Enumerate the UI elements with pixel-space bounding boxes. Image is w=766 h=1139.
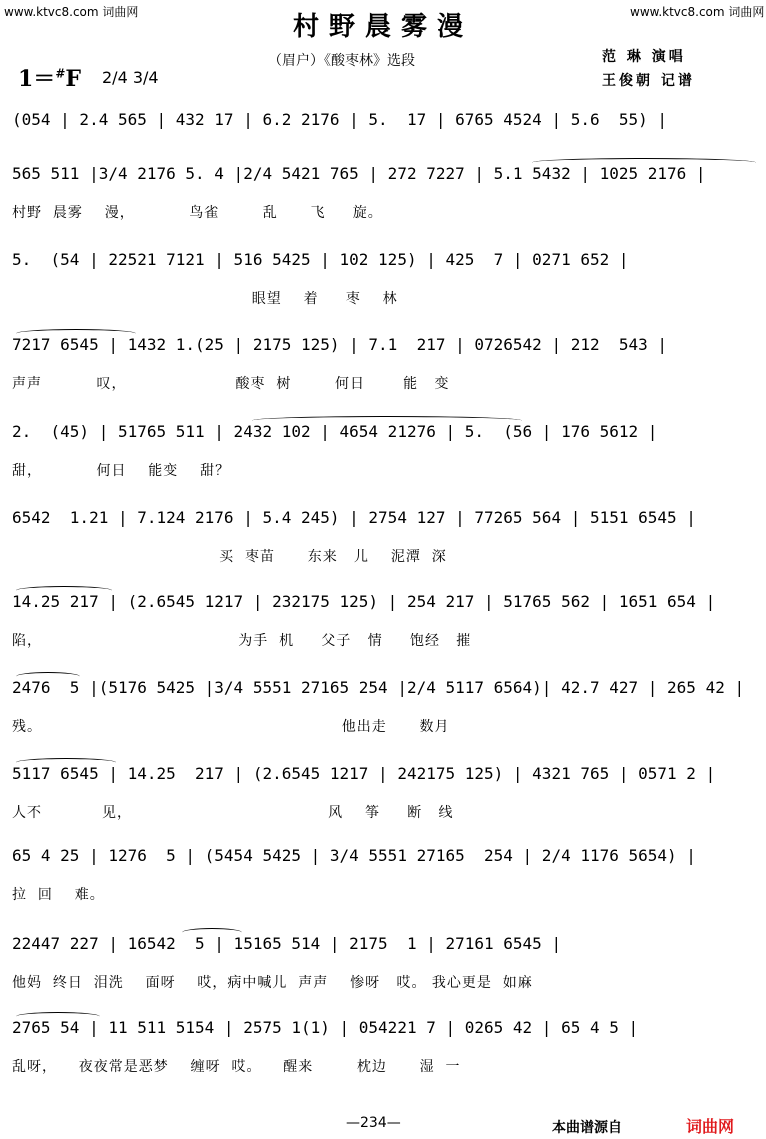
staff-lyrics: 残。 他出走 数月 <box>12 719 450 735</box>
staff-lyrics: 陷， 为手 机 父子 情 饱经 摧 <box>12 633 472 649</box>
staff-lyrics: 他妈 终日 泪洗 面呀 哎，病中喊儿 声声 惨呀 哎。 我心更是 如麻 <box>12 975 533 991</box>
staff-notes: (054 | 2.4 565 | 432 17 | 6.2 2176 | 5. 17 | 6765 4524 | 5.6 55) | <box>12 110 668 129</box>
subtitle: （眉户）《酸枣林》选段 <box>268 53 415 69</box>
staff-notes: 2. (45) | 51765 511 | 2432 102 | 4654 21276 | 5. (56 | 176 5612 | <box>12 422 658 441</box>
staff-notes: 22447 227 | 16542 5 | 15165 514 | 2175 1 | 27161 6545 | <box>12 934 562 953</box>
staff-notes: 65 4 25 | 1276 5 | (5454 5425 | 3/4 5551 27165 254 | 2/4 1176 5654) | <box>12 846 696 865</box>
key-accidental: # <box>55 66 66 81</box>
staff-notes: 14.25 217 | (2.6545 1217 | 232175 125) | 254 217 | 51765 562 | 1651 654 | <box>12 592 716 611</box>
page-title: 村野晨雾漫 <box>292 12 473 42</box>
staff-notes: 7217 6545 | 1432 1.(25 | 2175 125) | 7.1 217 | 0726542 | 212 543 | <box>12 335 668 354</box>
footer-source-text: 本曲谱源自 <box>552 1120 622 1136</box>
staff-lyrics: 买 枣苗 东来 儿 泥潭 深 <box>12 549 447 565</box>
staff-lyrics: 甜， 何日 能变 甜？ <box>12 463 231 479</box>
staff-notes: 2476 5 |(5176 5425 |3/4 5551 27165 254 |2/4 5117 6564)| 42.7 427 | 265 42 | <box>12 678 745 697</box>
page-number: —234— <box>346 1115 401 1131</box>
footer-logo: 词曲网 <box>686 1117 735 1136</box>
staff-lyrics: 村野 晨雾 漫， 鸟雀 乱 飞 旋。 <box>12 205 383 221</box>
staff-lyrics: 乱呀， 夜夜常是恶梦 缠呀 哎。 醒来 枕边 湿 一 <box>12 1059 461 1075</box>
singer-credit: 范 琳 演唱 <box>602 49 686 65</box>
staff-notes: 6542 1.21 | 7.124 2176 | 5.4 245) | 2754 127 | 77265 564 | 5151 6545 | <box>12 508 696 527</box>
staff-notes: 565 511 |3/4 2176 5. 4 |2/4 5421 765 | 272 7227 | 5.1 5432 | 1025 2176 | <box>12 164 706 183</box>
staff-notes: 5117 6545 | 14.25 217 | (2.6545 1217 | 242175 125) | 4321 765 | 0571 2 | <box>12 764 716 783</box>
staff-lyrics: 拉 回 难。 <box>12 887 105 903</box>
watermark-left: www.ktvc8.com 词曲网 <box>4 5 139 19</box>
staff-lyrics: 眼望 着 枣 林 <box>12 291 398 307</box>
key-signature <box>18 62 81 93</box>
transcriber-credit: 王俊朝 记谱 <box>602 73 695 89</box>
staff-notes: 2765 54 | 11 511 5154 | 2575 1(1) | 054221 7 | 0265 42 | 65 4 5 | <box>12 1018 639 1037</box>
staff-lyrics: 人不 见， 风 筝 断 线 <box>12 805 454 821</box>
staff-lyrics: 声声 叹， 酸枣 树 何日 能 变 <box>12 376 450 392</box>
staff-notes: 5. (54 | 22521 7121 | 516 5425 | 102 125) | 425 7 | 0271 652 | <box>12 250 629 269</box>
key-prefix: 1＝ <box>18 66 56 92</box>
time-signature: 2/4 3/4 <box>102 68 159 87</box>
key-note: F <box>65 66 81 92</box>
watermark-right: www.ktvc8.com 词曲网 <box>630 5 765 19</box>
